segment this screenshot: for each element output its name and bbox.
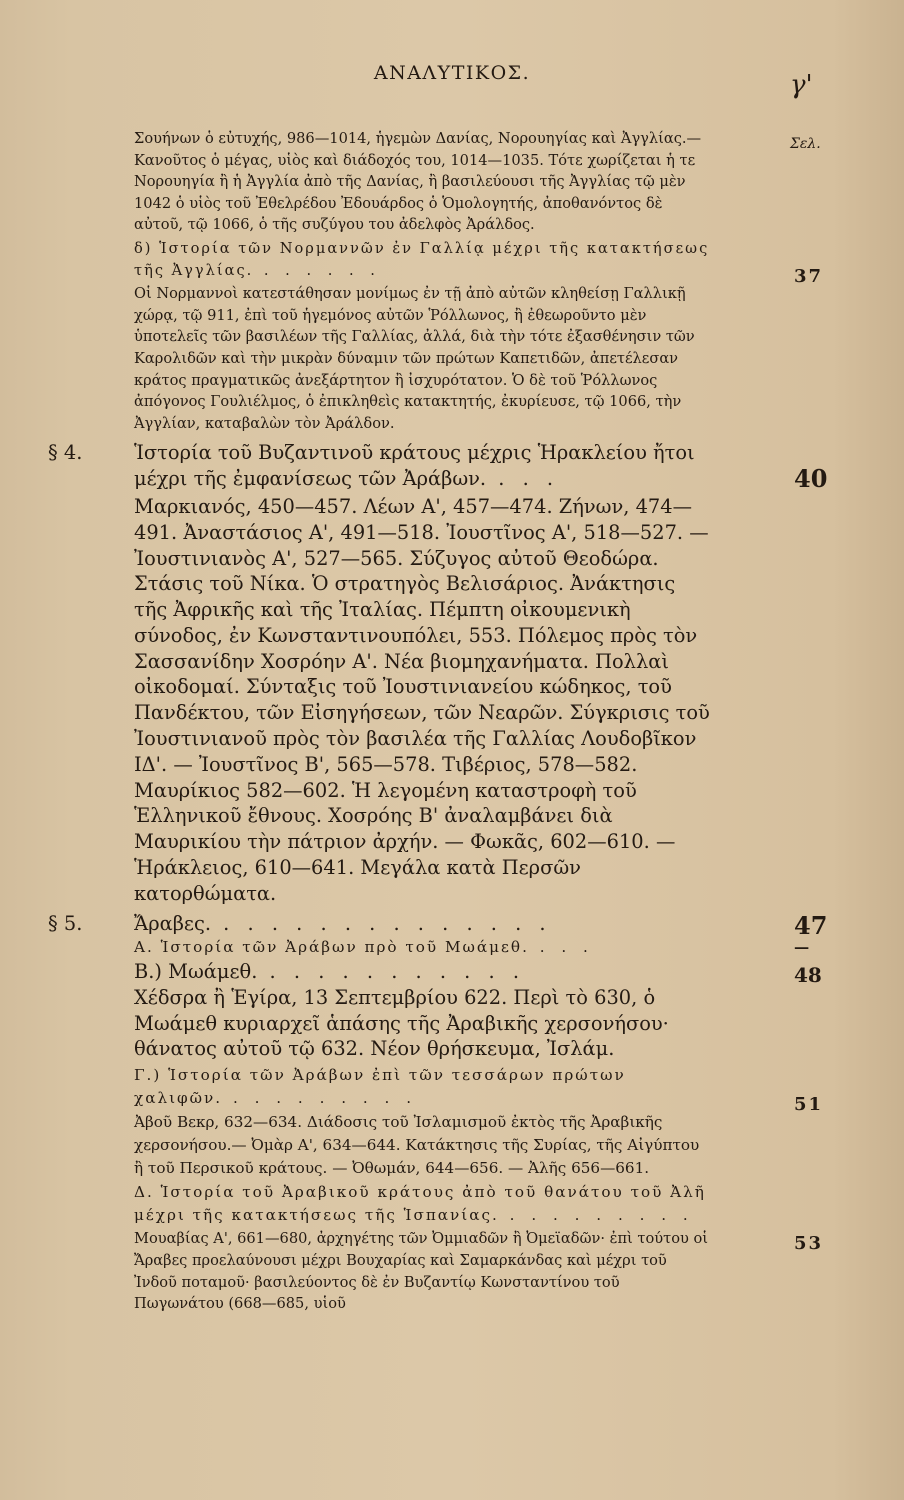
entry-text: Σουήνων ὁ εὐτυχής, 986—1014, ἡγεμὼν Δανίας, Νορουηγίας καὶ Ἀγγλίας.—Κανοῦτος ὁ μέγας, υἱὸς καὶ διάδοχός του, 1014—1035. Τότε χωρίζεται ἡ τε Νορουηγία ἢ ἡ Ἀγγλία ἀπὸ τῆς Δανίας, ἢ βασιλεύουσι τῆς Ἀγγλίας τῷ μὲν 1042 ὁ υἱὸς τοῦ Ἐθελρέδου Ἐδουάρδος ὁ Ὁμολογητής, ἀποθανόντος δὲ αὐτοῦ, τῷ 1066, ὁ τῆς συζύγου του ἀδελφὸς Ἀράλδος. [134, 130, 702, 234]
toc-heading-dd: Δ. Ἱστορία τοῦ Ἀραβικοῦ κράτους ἀπὸ τοῦ θανάτου τοῦ Ἀλῆ μέχρι τῆς κατακτήσεως τῆς Ἱσπανίας. . . . . . . . . . 53 [134, 1183, 824, 1255]
entry-paragraph [134, 1228, 710, 1314]
toc-heading-text: Δ. Ἱστορία τοῦ Ἀραβικοῦ κράτους ἀπὸ τοῦ θανάτου τοῦ Ἀλῆ μέχρι τῆς κατακτήσεως τῆς Ἱσπανίας. [134, 1183, 706, 1224]
running-header: ΑΝΑΛΥΤΙΚΟΣ. [373, 62, 531, 84]
entry-paragraph [134, 985, 710, 1062]
toc-heading-text: Ἱστορία τοῦ Βυζαντινοῦ κράτους μέχρις Ἡρακλείου ἤτοι μέχρι τῆς ἐμφανίσεως τῶν Ἀράβων. [134, 441, 695, 491]
page-number: γ' [790, 70, 813, 100]
toc-heading-g: Γ.) Ἱστορία τῶν Ἀράβων ἐπὶ τῶν τεσσάρων πρώτων χαλιφῶν. . . . . . . . . . 51 [134, 1066, 824, 1116]
toc-page-number: 47 [794, 910, 828, 940]
entry-text: Οἱ Νορμαννοὶ κατεστάθησαν μονίμως ἐν τῇ ἀπὸ αὐτῶν κληθείσῃ Γαλλικῇ χώρᾳ, τῷ 911, ἐπὶ τοῦ ἡγεμόνος αὐτῶν Ῥόλλωνος, ἢ ἐθεωροῦντο μὲν ὑποτελεῖς τῶν βασιλέων τῆς Γαλλίας, ἀλλά, διὰ τὴν τότε ἐξασθένησιν τῶν Καρολιδῶν καὶ τὴν μικρὰν δύναμιν τῶν πρώτων Καπετιδῶν, ἀπετέλεσαν κράτος πραγματικῶς ἀνεξάρτητον ἢ ἰσχυρότατον. Ὁ δὲ τοῦ Ῥόλλωνος ἀπόγονος Γουλιέλμος, ὁ ἐπικληθεὶς κατακτητής, ἐκυρίευσε, τῷ 1066, τὴν Ἀγγλίαν, καταβαλὼν τὸν Ἀράλδον. [134, 285, 695, 432]
page-column-label: Σελ. [790, 136, 821, 152]
section-sign: § 4. [48, 441, 83, 465]
entry-paragraph [134, 128, 710, 236]
toc-page-number: 48 [794, 963, 822, 988]
toc-heading-text: Γ.) Ἱστορία τῶν Ἀράβων ἐπὶ τῶν τεσσάρων πρώτων χαλιφῶν. [134, 1066, 626, 1107]
toc-page-number: 37 [794, 265, 824, 287]
entry-paragraph [134, 494, 710, 907]
toc-page-number: 40 [794, 464, 828, 494]
entry-text: Μουαβίας Α', 661—680, ἀρχηγέτης τῶν Ὀμμιαδῶν ἢ Ὀμεϊαδῶν· ἐπὶ τούτου οἱ Ἄραβες προελαύνουσι μέχρι Βουχαρίας καὶ Σαμαρκάνδας καὶ μέχρι τοῦ Ἰνδοῦ ποταμοῦ· βασιλεύοντος δὲ ἐν Βυζαντίῳ Κωνσταντίνου τοῦ Πωγωνάτου (668—685, υἱοῦ [134, 1230, 709, 1313]
toc-page-number: — [794, 938, 812, 957]
toc-heading-b: Β.) Μωάμεθ. . . . . . . . . . . . 48 [134, 960, 822, 988]
toc-heading-text: Β.) Μωάμεθ. [134, 960, 258, 984]
toc-heading-text: Α. Ἱστορία τῶν Ἀράβων πρὸ τοῦ Μωάμεθ. [134, 938, 529, 957]
entry-paragraph [134, 1111, 710, 1179]
toc-section-5: § 5. Ἄραβες. . . . . . . . . . . . . . . 47 [48, 910, 828, 940]
entry-text: Ἀβοῦ Βεκρ, 632—634. Διάδοσις τοῦ Ἰσλαμισμοῦ ἐκτὸς τῆς Ἀραβικῆς χερσονήσου.— Ὀμὰρ Α', 634—644. Κατάκτησις τῆς Συρίας, τῆς Αἰγύπτου ἢ τοῦ Περσικοῦ κράτους. — Ὀθωμάν, 644—656. — Ἀλῆς 656—661. [134, 1113, 700, 1177]
toc-section-4: § 4. Ἱστορία τοῦ Βυζαντινοῦ κράτους μέχρις Ἡρακλείου ἤτοι μέχρι τῆς ἐμφανίσεως τῶν Ἀράβων. . . . 40 [48, 441, 828, 494]
toc-page-number: 51 [794, 1094, 824, 1116]
section-sign: § 5. [48, 911, 83, 935]
toc-page-number: 53 [794, 1233, 824, 1255]
table-of-contents [0, 128, 904, 1315]
toc-heading-text: Ἄραβες. [134, 911, 212, 935]
entry-text: Μαρκιανός, 450—457. Λέων Α', 457—474. Ζήνων, 474—491. Ἀναστάσιος Α', 491—518. Ἰουστῖνος Α', 518—527. —Ἰουστινιανὸς Α', 527—565. Σύζυγος αὐτοῦ Θεοδώρα. Στάσις τοῦ Νίκα. Ὁ στρατηγὸς Βελισάριος. Ἀνάκτησις τῆς Ἀφρικῆς καὶ τῆς Ἰταλίας. Πέμπτη οἰκουμενικὴ σύνοδος, ἐν Κωνσταντινουπόλει, 553. Πόλεμος πρὸς τὸν Σασσανίδην Χοσρόην Α'. Νέα βιομηχανήματα. Πολλαὶ οἰκοδομαί. Σύνταξις τοῦ Ἰουστινιανείου κώδηκος, τοῦ Πανδέκτου, τῶν Εἰσηγήσεων, τῶν Νεαρῶν. Σύγκρισις τοῦ Ἰουστινιανοῦ πρὸς τὸν βασιλέα τῆς Γαλλίας Λουδοβῖκον ΙΔ'. — Ἰουστῖνος Β', 565—578. Τιβέριος, 578—582. Μαυρίκιος 582—602. Ἡ λεγομένη καταστροφὴ τοῦ Ἑλληνικοῦ ἔθνους. Χοσρόης Β' ἀναλαμβάνει διὰ Μαυρικίου τὴν πάτριον ἀρχήν. — Φωκᾶς, 602—610. — Ἡράκλειος, 610—641. Μεγάλα κατὰ Περσῶν κατορθώματα. [134, 494, 710, 905]
entry-text: Χέδσρα ἢ Ἑγίρα, 13 Σεπτεμβρίου 622. Περὶ τὸ 630, ὁ Μωάμεθ κυριαρχεῖ ἁπάσης τῆς Ἀραβικῆς χερσονήσου· θάνατος αὐτοῦ τῷ 632. Νέον θρήσκευμα, Ἰσλάμ. [134, 985, 669, 1061]
toc-heading-text: δ) Ἱστορία τῶν Νορμαννῶν ἐν Γαλλίᾳ μέχρι τῆς κατακτήσεως τῆς Ἀγγλίας. [134, 239, 710, 279]
entry-paragraph [134, 283, 710, 434]
toc-heading-a: Α. Ἱστορία τῶν Ἀράβων πρὸ τοῦ Μωάμεθ. . . . — [134, 936, 710, 959]
toc-heading-d: δ) Ἱστορία τῶν Νορμαννῶν ἐν Γαλλίᾳ μέχρι τῆς κατακτήσεως τῆς Ἀγγλίας. . . . . . . 37 [134, 239, 824, 287]
